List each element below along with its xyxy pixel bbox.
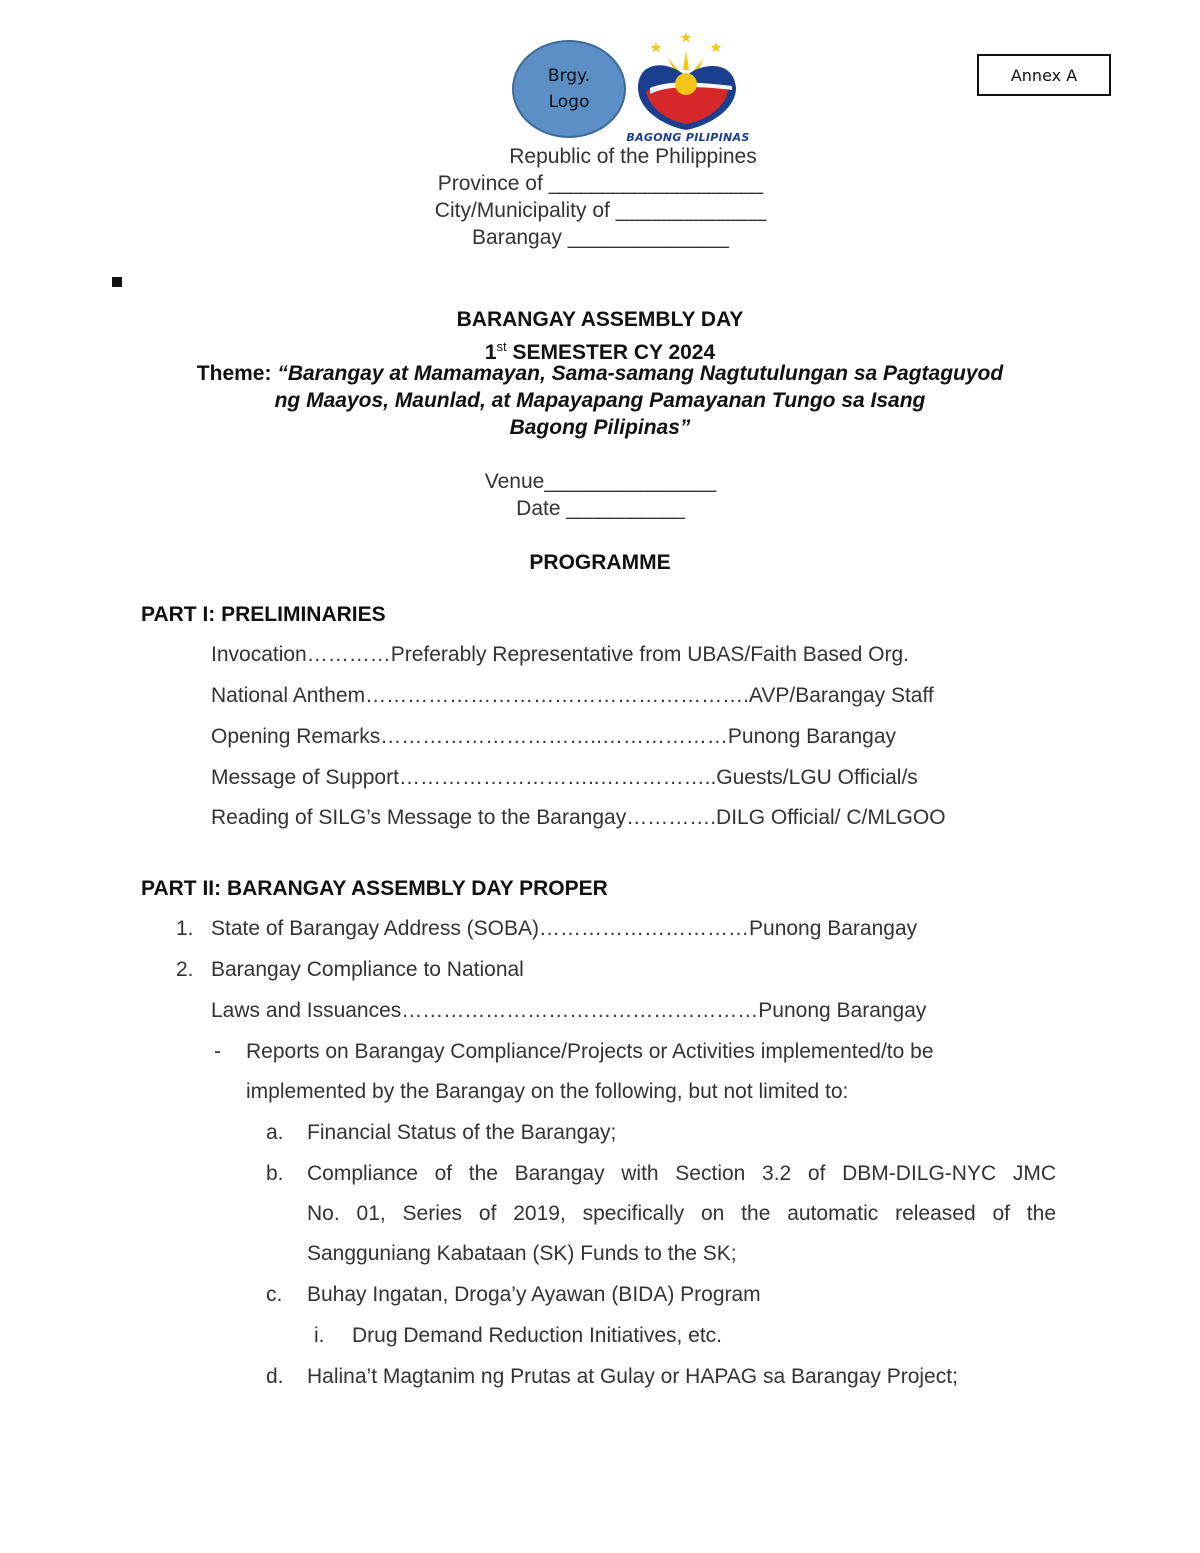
province-line	[0, 170, 1200, 197]
date-blank: ___________	[566, 497, 684, 520]
item-b-marker: b.	[266, 1162, 284, 1185]
brgy-logo-placeholder	[512, 40, 626, 138]
reports-line2: implemented by the Barangay on the following, but not limited to:	[246, 1080, 849, 1103]
date-line	[0, 495, 1200, 522]
brgy-logo-line2: Logo	[548, 92, 590, 112]
item-a-marker: a.	[266, 1121, 284, 1144]
annex-label-box	[977, 54, 1111, 96]
item-a-financial: Financial Status of the Barangay;	[307, 1121, 617, 1144]
semester-rest: SEMESTER CY 2024	[512, 341, 716, 364]
square-bullet-icon	[112, 277, 122, 287]
reports-line1: Reports on Barangay Compliance/Projects or Activities implemented/to be	[246, 1040, 934, 1063]
part1-item-invocation: Invocation…………Preferably Representative from UBAS/Faith Based Org.	[211, 643, 909, 666]
part1-item-anthem: National Anthem……………………………………………….AVP/Barangay Staff	[211, 684, 934, 707]
barangay-blank: _______________	[567, 226, 728, 249]
theme-line-2: ng Maayos, Maunlad, at Mapayapang Pamayanan Tungo sa Isang	[274, 389, 926, 412]
item-d-marker: d.	[266, 1365, 284, 1388]
theme-line-1	[0, 360, 1200, 387]
programme-heading: PROGRAMME	[529, 551, 671, 574]
venue-label: Venue	[484, 470, 545, 493]
semester-number: 1	[484, 341, 497, 364]
republic-text: Republic of the Philippines	[509, 145, 757, 168]
venue-line	[0, 468, 1200, 495]
city-label: City/Municipality of	[434, 199, 610, 222]
assembly-title: BARANGAY ASSEMBLY DAY	[456, 308, 744, 331]
part1-item-silg: Reading of SILG’s Message to the Barangay………….DILG Official/ C/MLGOO	[211, 806, 946, 829]
theme-line-3: Bagong Pilipinas”	[509, 416, 691, 439]
item-b-line2: No. 01, Series of 2019, specifically on the automatic released of the	[307, 1202, 1056, 1225]
province-blank: ____________________	[548, 172, 763, 195]
city-blank: ______________	[615, 199, 766, 222]
bagong-pilipinas-caption: BAGONG PILIPINAS	[626, 131, 750, 144]
item-d-hapag: Halina’t Magtanim ng Prutas at Gulay or HAPAG sa Barangay Project;	[307, 1365, 958, 1388]
part1-item-support: Message of Support………………………..……………..Guests/LGU Official/s	[211, 766, 918, 789]
item-c-marker: c.	[266, 1283, 283, 1306]
theme-label: Theme:	[196, 362, 272, 385]
venue-blank: ________________	[544, 470, 716, 493]
part2-heading: PART II: BARANGAY ASSEMBLY DAY PROPER	[141, 877, 608, 900]
annex-label: Annex A	[1010, 65, 1078, 85]
item2-line1: Barangay Compliance to National	[211, 958, 524, 981]
city-line	[0, 197, 1200, 224]
item-c-bida: Buhay Ingatan, Droga’y Ayawan (BIDA) Program	[307, 1283, 761, 1306]
date-label: Date	[516, 497, 561, 520]
item1-soba: State of Barangay Address (SOBA)…………………………Punong Barangay	[211, 917, 918, 940]
item-ci-marker: i.	[314, 1324, 325, 1347]
item-b-line1: Compliance of the Barangay with Section 3.2 of DBM-DILG-NYC JMC	[307, 1162, 1056, 1185]
republic-line	[33, 143, 1200, 170]
item-b-line3: Sangguniang Kabataan (SK) Funds to the SK;	[307, 1242, 737, 1265]
part1-heading: PART I: PRELIMINARIES	[141, 603, 386, 626]
barangay-label: Barangay	[472, 226, 562, 249]
semester-superscript: st	[496, 339, 507, 354]
province-label: Province of	[437, 172, 543, 195]
item2-number: 2.	[176, 958, 194, 981]
item1-number: 1.	[176, 917, 194, 940]
theme-text-1: “Barangay at Mamamayan, Sama-samang Nagtutulungan sa Pagtaguyod	[277, 362, 1004, 385]
item2-line2: Laws and Issuances……………………………………………Punong Barangay	[211, 999, 927, 1022]
part1-item-opening: Opening Remarks…………………………..………………Punong Barangay	[211, 725, 897, 748]
reports-dash: -	[214, 1040, 221, 1063]
brgy-logo-line1: Brgy.	[547, 66, 591, 86]
barangay-line	[0, 224, 1200, 251]
item-ci-drug-demand: Drug Demand Reduction Initiatives, etc.	[352, 1324, 723, 1347]
